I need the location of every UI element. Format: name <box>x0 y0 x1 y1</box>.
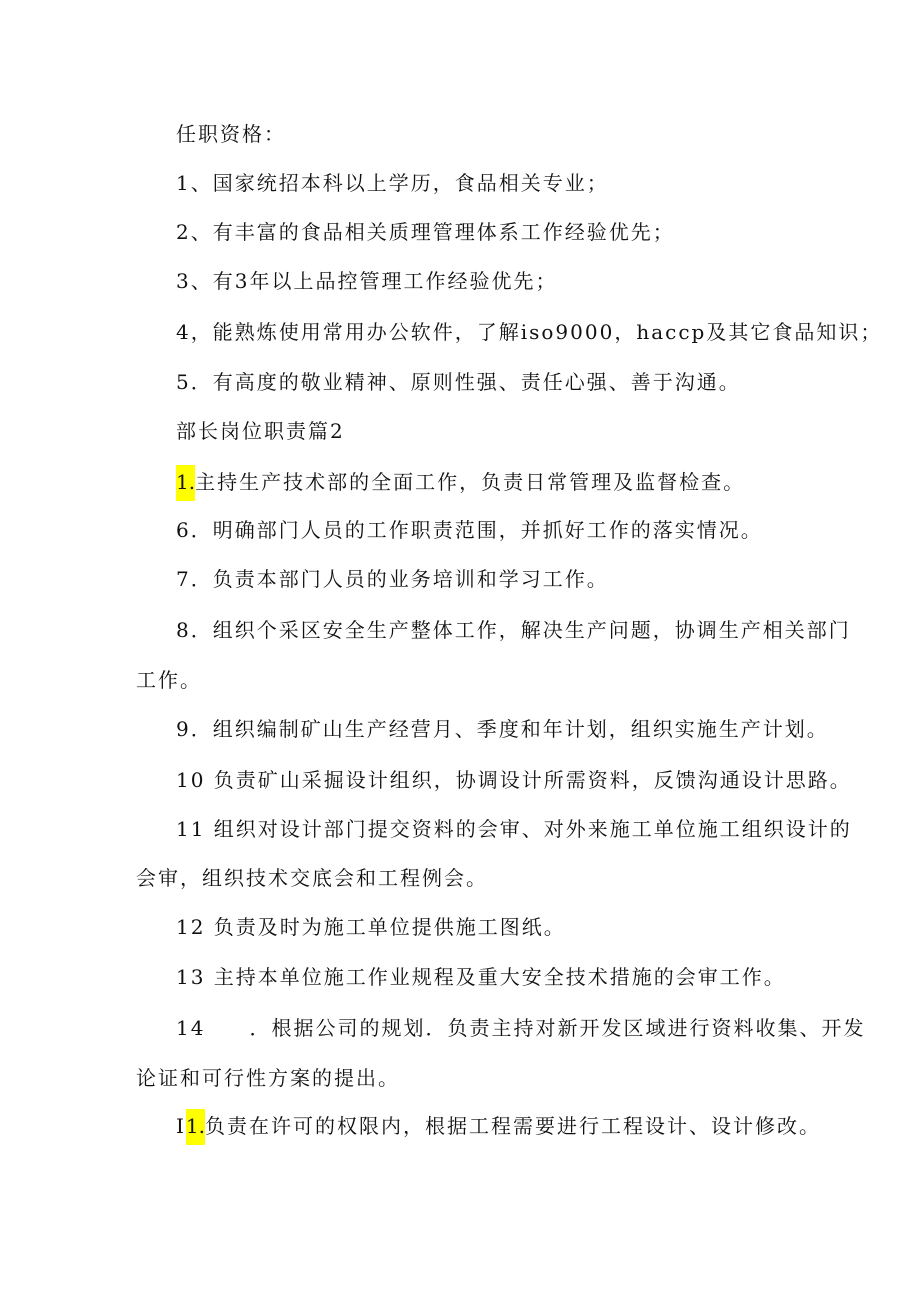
duty-item: 9．组织编制矿山生产经营月、季度和年计划，组织实施生产计划。 <box>176 717 829 741</box>
duty-item: 14 ．根据公司的规划．负责主持对新开发区域进行资料收集、开发 <box>176 1016 866 1040</box>
duty-item: 13 主持本单位施工作业规程及重大安全技术措施的会审工作。 <box>176 965 786 989</box>
duty-item <box>176 469 745 495</box>
duty-item-continuation: 会审，组织技术交底会和工程例会。 <box>136 866 488 890</box>
duty-item: 6．明确部门人员的工作职责范围，并抓好工作的落实情况。 <box>176 518 763 542</box>
heading-qualifications: 任职资格： <box>176 122 286 146</box>
highlighted-marker: 1. <box>186 1109 205 1145</box>
duty-item: 11 组织对设计部门提交资料的会审、对外来施工单位施工组织设计的 <box>176 817 852 841</box>
duty-item: 7．负责本部门人员的业务培训和学习工作。 <box>176 567 609 591</box>
duty-text: 负责在许可的权限内，根据工程需要进行工程设计、设计修改。 <box>205 1114 821 1138</box>
duty-item-continuation: 工作。 <box>136 668 202 692</box>
qualification-item: 2、有丰富的食品相关质理管理体系工作经验优先； <box>176 220 675 244</box>
qualification-item: 3、有3年以上品控管理工作经验优先； <box>176 269 558 293</box>
section-title: 部长岗位职责篇2 <box>176 419 345 443</box>
duty-item: 10 负责矿山采掘设计组织，协调设计所需资料，反馈沟通设计思路。 <box>176 768 852 792</box>
duty-prefix: I <box>176 1114 186 1138</box>
highlighted-marker: 1. <box>176 465 195 501</box>
qualification-item: 1、国家统招本科以上学历，食品相关专业； <box>176 171 609 195</box>
qualification-item: 4，能熟炼使用常用办公软件，了解iso9000，haccp及其它食品知识； <box>176 320 883 344</box>
duty-item: 12 负责及时为施工单位提供施工图纸。 <box>176 915 566 939</box>
duty-text: 主持生产技术部的全面工作，负责日常管理及监督检查。 <box>195 470 746 494</box>
duty-item: 8．组织个采区安全生产整体工作，解决生产问题，协调生产相关部门 <box>176 618 851 642</box>
duty-item <box>176 1113 821 1139</box>
duty-item-continuation: 论证和可行性方案的提出。 <box>136 1066 400 1090</box>
qualification-item: 5．有高度的敬业精神、原则性强、责任心强、善于沟通。 <box>176 370 741 394</box>
